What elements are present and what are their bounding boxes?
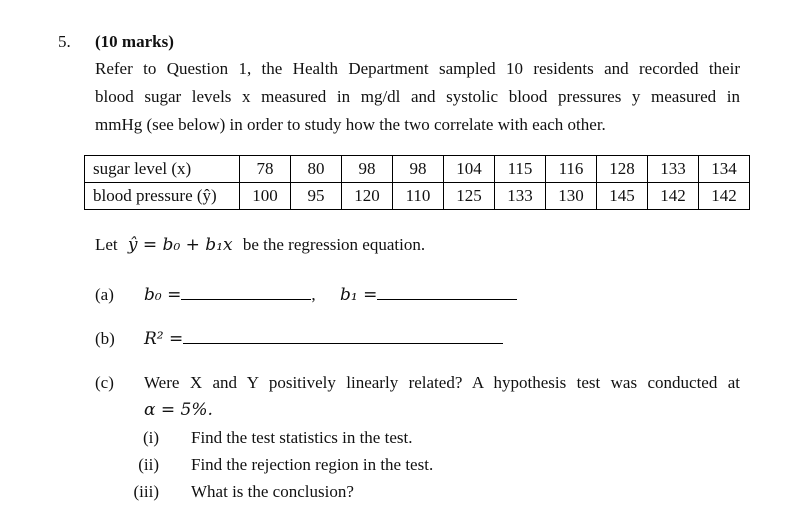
question-marks: (10 marks) (95, 32, 174, 51)
b1-answer-line[interactable] (377, 285, 517, 300)
table-cell: 116 (546, 156, 597, 183)
table-row-sugar (85, 156, 750, 183)
part-b-label: (b) (95, 329, 115, 348)
table-cell: 128 (597, 156, 648, 183)
subpart-iii-label: (iii) (133, 482, 159, 501)
table-cell: 142 (648, 183, 699, 210)
question-number: 5. (58, 32, 71, 51)
table-cell: 78 (240, 156, 291, 183)
data-table (84, 155, 750, 210)
subpart-ii-label: (ii) (138, 455, 159, 474)
b0-answer-line[interactable] (181, 285, 311, 300)
table-cell: 80 (291, 156, 342, 183)
row-label-sugar: sugar level (x) (85, 156, 240, 183)
r2-label: R² = (144, 329, 184, 349)
b0-label: b₀ = (144, 285, 182, 305)
intro-line-2: blood sugar levels x measured in mg/dl and systolic blood pressures y measured in (95, 87, 740, 106)
part-a-label: (a) (95, 285, 114, 304)
intro-line-3: mmHg (see below) in order to study how the two correlate with each other. (95, 115, 606, 134)
part-a-b0: b₀ = , (144, 285, 316, 305)
subpart-ii-text: Find the rejection region in the test. (191, 455, 434, 474)
table-cell: 145 (597, 183, 648, 210)
regression-equation: ŷ = b₀ + b₁x (127, 235, 233, 255)
table-cell: 95 (291, 183, 342, 210)
table-cell: 133 (495, 183, 546, 210)
subpart-iii-text: What is the conclusion? (191, 482, 354, 501)
regression-statement (95, 235, 425, 255)
table-cell: 115 (495, 156, 546, 183)
table-cell: 134 (699, 156, 750, 183)
table-cell: 110 (393, 183, 444, 210)
table-cell: 100 (240, 183, 291, 210)
intro-line-1: Refer to Question 1, the Health Department sampled 10 residents and recorded their (95, 59, 740, 78)
table-cell: 120 (342, 183, 393, 210)
regression-intro: Let (95, 235, 118, 254)
table-row-pressure (85, 183, 750, 210)
part-c-text: Were X and Y positively linearly related? A hypothesis test was conducted at (144, 373, 740, 392)
part-a-b1 (340, 285, 517, 305)
table-cell: 130 (546, 183, 597, 210)
regression-suffix: be the regression equation. (242, 235, 426, 254)
row-label-pressure: blood pressure (ŷ) (85, 183, 240, 210)
subpart-i-label: (i) (142, 428, 159, 447)
table-cell: 125 (444, 183, 495, 210)
table-cell: 104 (444, 156, 495, 183)
part-c-label: (c) (95, 373, 114, 392)
r2-answer-line[interactable] (183, 329, 503, 344)
part-c-alpha: α = 5%. (144, 400, 213, 420)
table-cell: 142 (699, 183, 750, 210)
table-cell: 98 (393, 156, 444, 183)
table-cell: 98 (342, 156, 393, 183)
table-cell: 133 (648, 156, 699, 183)
subpart-i-text: Find the test statistics in the test. (191, 428, 413, 447)
b1-label: b₁ = (340, 285, 378, 305)
part-b-r2 (144, 329, 503, 349)
